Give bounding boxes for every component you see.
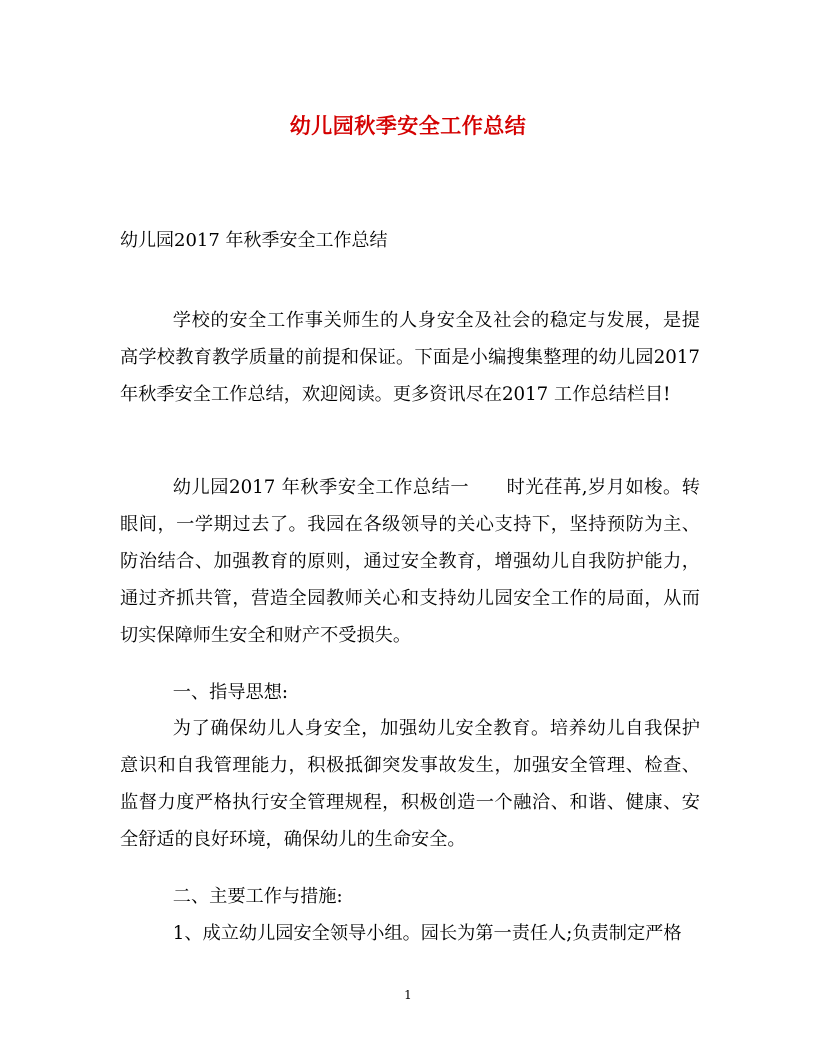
summary-one-paragraph: 幼儿园2017 年秋季安全工作总结一 时光荏苒,岁月如梭。转眼间，一学期过去了。我园在各级领导的关心支持下，坚持预防为主、防治结合、加强教育的原则，通过安全教育，增强幼儿自我防护能力，通过齐抓共管，营造全园教师关心和支持幼儿园安全工作的局面，从而切实保障师生安全和财产不受损失。: [120, 477, 700, 646]
measure-one-paragraph: 1、成立幼儿园安全领导小组。园长为第一责任人;负责制定严格: [172, 923, 682, 944]
guiding-thought-paragraph: 为了确保幼儿人身安全，加强幼儿安全教育。培养幼儿自我保护意识和自我管理能力，积极抵御突发事故发生，加强安全管理、检查、监督力度严格执行安全管理规程，积极创造一个融洽、和谐、健康、安全舒适的良好环境，确保幼儿的生命安全。: [120, 718, 700, 850]
section-heading-guiding-thought: 一、指导思想:: [172, 682, 289, 703]
section-heading-main-work: 二、主要工作与措施:: [172, 886, 343, 907]
page-number: 1: [404, 988, 412, 1002]
document-subtitle: 幼儿园2017 年秋季安全工作总结: [120, 230, 388, 251]
intro-paragraph: 学校的安全工作事关师生的人身安全及社会的稳定与发展，是提高学校教育教学质量的前提和保证。下面是小编搜集整理的幼儿园2017 年秋季安全工作总结，欢迎阅读。更多资讯尽在2017 工作总结栏目!: [120, 310, 700, 405]
document-title: 幼儿园秋季安全工作总结: [289, 113, 527, 138]
